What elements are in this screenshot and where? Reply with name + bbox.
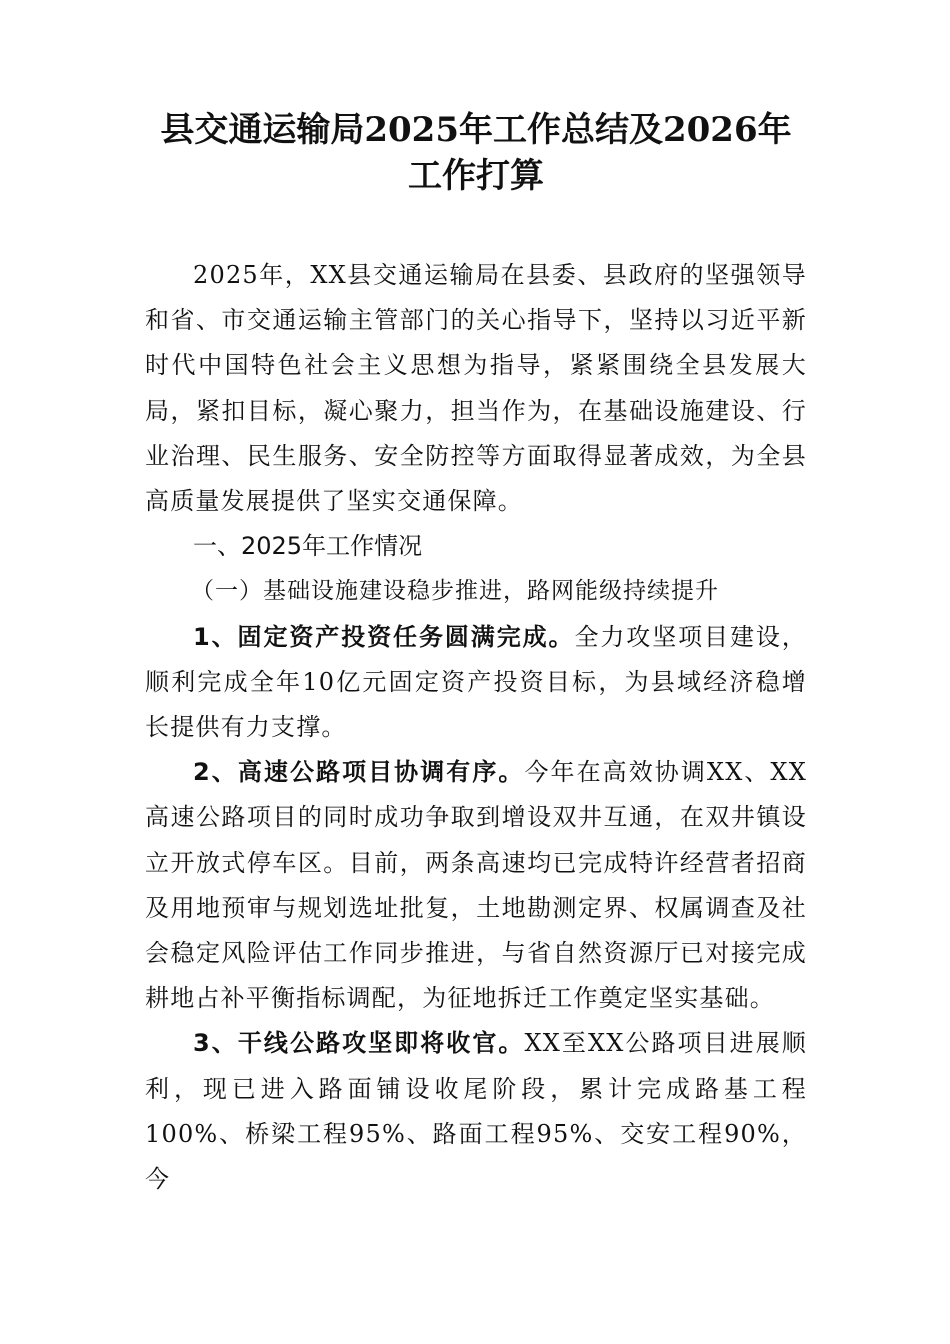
- document-body: [145, 253, 807, 1202]
- intro-paragraph: 2025年，XX县交通运输局在县委、县政府的坚强领导和省、市交通运输主管部门的关心指导下，坚持以习近平新时代中国特色社会主义思想为指导，紧紧围绕全县发展大局，紧扣目标，凝心聚力，担当作为，在基础设施建设、行业治理、民生服务、安全防控等方面取得显著成效，为全县高质量发展提供了坚实交通保障。: [145, 261, 807, 516]
- item-1-text: 全力攻坚项目建设，顺利完成全年10亿元固定资产投资目标，为县域经济稳增长提供有力支撑。: [145, 622, 807, 742]
- item-2-text: 今年在高效协调XX、XX高速公路项目的同时成功争取到增设双井互通，在双井镇设立开放式停车区。目前，两条高速均已完成特许经营者招商及用地预审与规划选址批复，土地勘测定界、权属调查及社会稳定风险评估工作同步推进，与省自然资源厅已对接完成耕地占补平衡指标调配，为征地拆迁工作奠定坚实基础。: [145, 758, 807, 1013]
- item-paragraph-1: [145, 615, 807, 751]
- document-content: [145, 107, 807, 1202]
- item-2-lead: 2、高速公路项目协调有序。: [193, 758, 525, 787]
- item-3-text: XX至XX公路项目进展顺利，现已进入路面铺设收尾阶段，累计完成路基工程100%、桥梁工程95%、路面工程95%、交安工程90%，今: [145, 1029, 807, 1194]
- subsection-heading-1: （一）基础设施建设稳步推进，路网能级持续提升: [191, 578, 719, 605]
- section-heading-1: 一、2025年工作情况: [193, 532, 423, 561]
- document-title: 县交通运输局2025年工作总结及2026年工作打算: [160, 110, 792, 196]
- item-1-lead: 1、固定资产投资任务圆满完成。: [193, 622, 575, 651]
- item-3-lead: 3、干线公路攻坚即将收官。: [193, 1029, 525, 1058]
- item-paragraph-2: [145, 750, 807, 1021]
- item-paragraph-3: [145, 1021, 807, 1202]
